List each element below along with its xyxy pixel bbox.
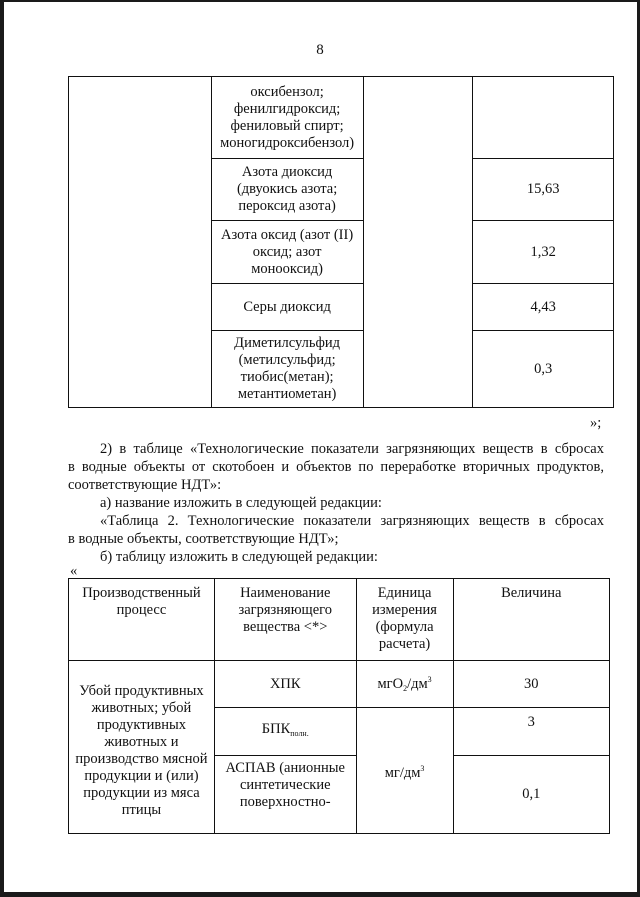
substance-cell: Диметилсульфид (метилсульфид; тиобис(метан); метантиометан) xyxy=(211,331,363,408)
paragraph-line: в водные объекты, соответствующие НДТ»; xyxy=(68,531,339,547)
value-cell: 3 xyxy=(453,708,610,756)
substance-cell: ХПК xyxy=(214,661,356,708)
unit-base: мгО xyxy=(377,676,404,692)
table-2 xyxy=(68,578,610,834)
value-cell: 0,3 xyxy=(473,331,614,408)
unit-cell xyxy=(356,661,453,708)
paragraph-line: б) таблицу изложить в следующей редакции: xyxy=(100,549,378,565)
header-substance: Наименование загрязняющего вещества <*> xyxy=(214,579,356,661)
header-unit: Единица измерения (формула расчета) xyxy=(356,579,453,661)
value-cell: 30 xyxy=(453,661,610,708)
unit-subscript: 2 xyxy=(403,684,408,693)
page-edge-left xyxy=(0,0,4,897)
unit-rest: /дм xyxy=(407,676,428,692)
paragraph-line: а) название изложить в следующей редакции: xyxy=(100,495,382,511)
table-header-row xyxy=(69,579,610,661)
value-cell: 0,1 xyxy=(453,756,610,834)
page-edge-top xyxy=(0,0,640,2)
header-process: Производственный процесс xyxy=(69,579,215,661)
unit-superscript: 3 xyxy=(420,763,425,773)
opening-quote: « xyxy=(70,563,78,579)
unit-base: мг/дм xyxy=(384,764,421,781)
page-number: 8 xyxy=(316,42,324,58)
paragraph-line: «Таблица 2. Технологические показатели загрязняющих веществ в сбросах xyxy=(100,513,604,529)
closing-quote: »; xyxy=(590,415,602,431)
table-row xyxy=(69,661,610,708)
value-cell xyxy=(473,77,614,159)
table-row xyxy=(69,77,614,159)
empty-process-cell xyxy=(69,77,212,408)
substance-cell: оксибензол; фенилгидроксид; фениловый спирт; моногидроксибензол) xyxy=(211,77,363,159)
page-edge-bottom xyxy=(0,892,640,897)
value-cell: 1,32 xyxy=(473,221,614,284)
value-cell: 4,43 xyxy=(473,284,614,331)
paragraph-line: соответствующие НДТ»: xyxy=(68,477,222,493)
process-cell: Убой продуктивных животных; убой продуктивных животных и производство мясной продукции и (или) продукции из мяса птицы xyxy=(69,661,215,834)
paragraph-line: 2) в таблице «Технологические показатели загрязняющих веществ в сбросах xyxy=(100,441,604,457)
substance-cell: Серы диоксид xyxy=(211,284,363,331)
substance-cell: Азота оксид (азот (II) оксид; азот монооксид) xyxy=(211,221,363,284)
unit-superscript: 3 xyxy=(427,675,432,684)
substance-cell: Азота диоксид (двуокись азота; пероксид азота) xyxy=(211,159,363,221)
substance-base: БПК xyxy=(261,721,291,737)
table-continuation xyxy=(68,76,614,408)
substance-cell xyxy=(214,708,356,756)
header-value: Величина xyxy=(453,579,610,661)
paragraph-line: в водные объекты от скотобоен и объектов по переработке вторичных продуктов, xyxy=(68,459,604,475)
unit-cell xyxy=(356,708,453,834)
empty-unit-cell xyxy=(363,77,473,408)
substance-subscript: полн. xyxy=(290,729,309,738)
value-cell: 15,63 xyxy=(473,159,614,221)
substance-cell: АСПАВ (анионные синтетические поверхностно- xyxy=(214,756,356,834)
